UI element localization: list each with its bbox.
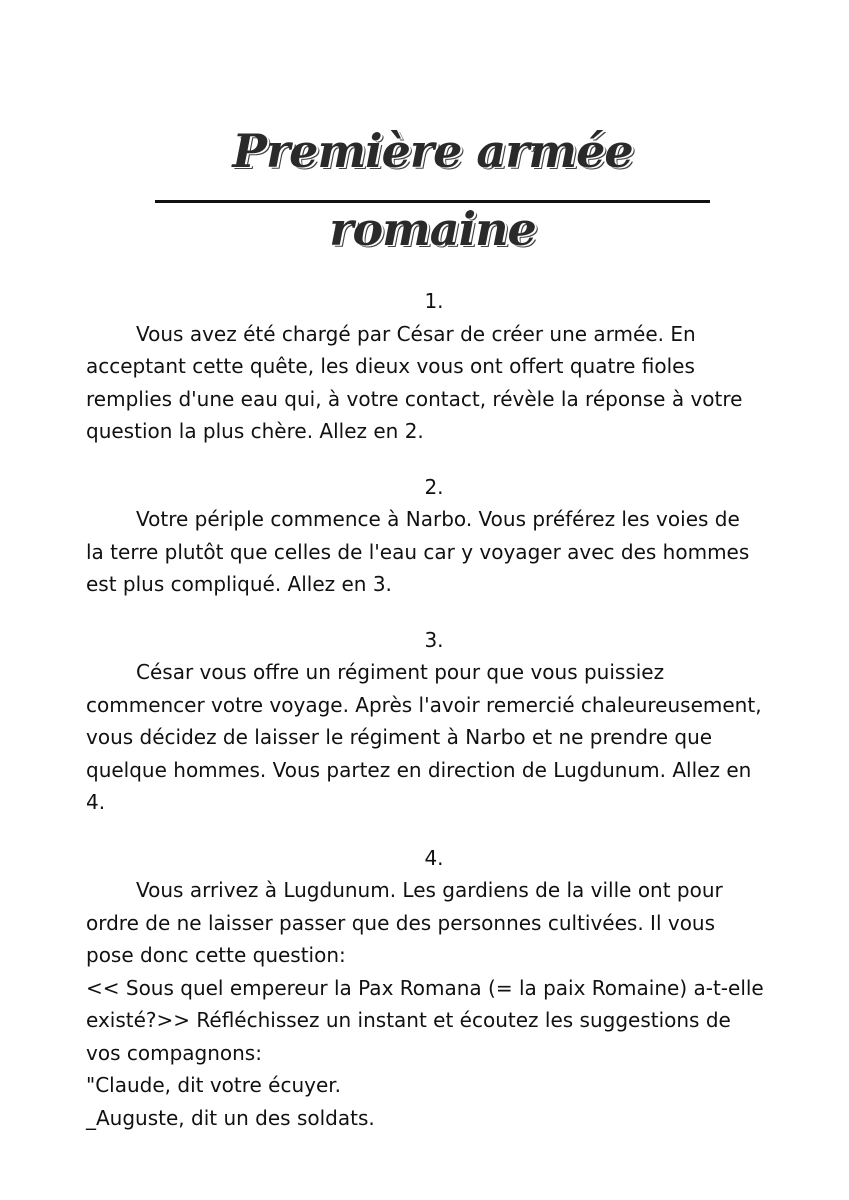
title-underline <box>155 200 710 203</box>
section-paragraph <box>86 656 766 819</box>
text-line: Vous arrivez à Lugdunum. Les gardiens de la ville ont pour <box>136 878 723 902</box>
text-line: "Claude, dit votre écuyer. <box>86 1073 342 1097</box>
section-paragraph <box>86 874 766 1134</box>
text-line: est plus compliqué. Allez en 3. <box>86 572 392 596</box>
text-line: commencer votre voyage. Après l'avoir remercié chaleureusement, <box>86 692 762 717</box>
text-line: Votre périple commence à Narbo. Vous préférez les voies de <box>136 507 740 531</box>
section-number: 3. <box>424 627 444 652</box>
text-line: vous décidez de laisser le régiment à Narbo et ne prendre que <box>86 725 713 749</box>
text-line: << Sous quel empereur la Pax Romana (= la paix Romaine) a-t-elle <box>86 975 764 1000</box>
section-paragraph <box>86 318 766 448</box>
section-number: 2. <box>424 474 444 499</box>
text-line: existé?>> Réfléchissez un instant et écoutez les suggestions de <box>86 1008 731 1032</box>
text-line: _Auguste, dit un des soldats. <box>86 1105 375 1130</box>
section-3 <box>86 624 766 819</box>
section-2 <box>86 471 766 601</box>
text-line: la terre plutôt que celles de l'eau car y voyager avec des hommes <box>86 539 750 564</box>
section-paragraph <box>86 503 766 601</box>
section-number: 4. <box>424 845 444 870</box>
title-block <box>155 112 710 256</box>
text-line: pose donc cette question: <box>86 943 346 967</box>
text-line: ordre de ne laisser passer que des personnes cultivées. Il vous <box>86 910 716 935</box>
text-line: remplies d'une eau qui, à votre contact, révèle la réponse à votre <box>86 386 743 411</box>
page-title: Première armée romaine <box>232 124 633 256</box>
document-body <box>86 285 766 1157</box>
text-line: Vous avez été chargé par César de créer une armée. En <box>136 321 696 346</box>
text-line: acceptant cette quête, les dieux vous ont offert quatre fioles <box>86 354 695 378</box>
text-line: question la plus chère. Allez en 2. <box>86 419 424 443</box>
section-1 <box>86 285 766 448</box>
section-4 <box>86 842 766 1135</box>
text-line: César vous offre un régiment pour que vous puissiez <box>136 660 665 684</box>
text-line: vos compagnons: <box>86 1040 262 1065</box>
text-line: quelque hommes. Vous partez en direction de Lugdunum. Allez en <box>86 757 752 782</box>
text-line: 4. <box>86 790 106 814</box>
section-number: 1. <box>424 289 444 313</box>
